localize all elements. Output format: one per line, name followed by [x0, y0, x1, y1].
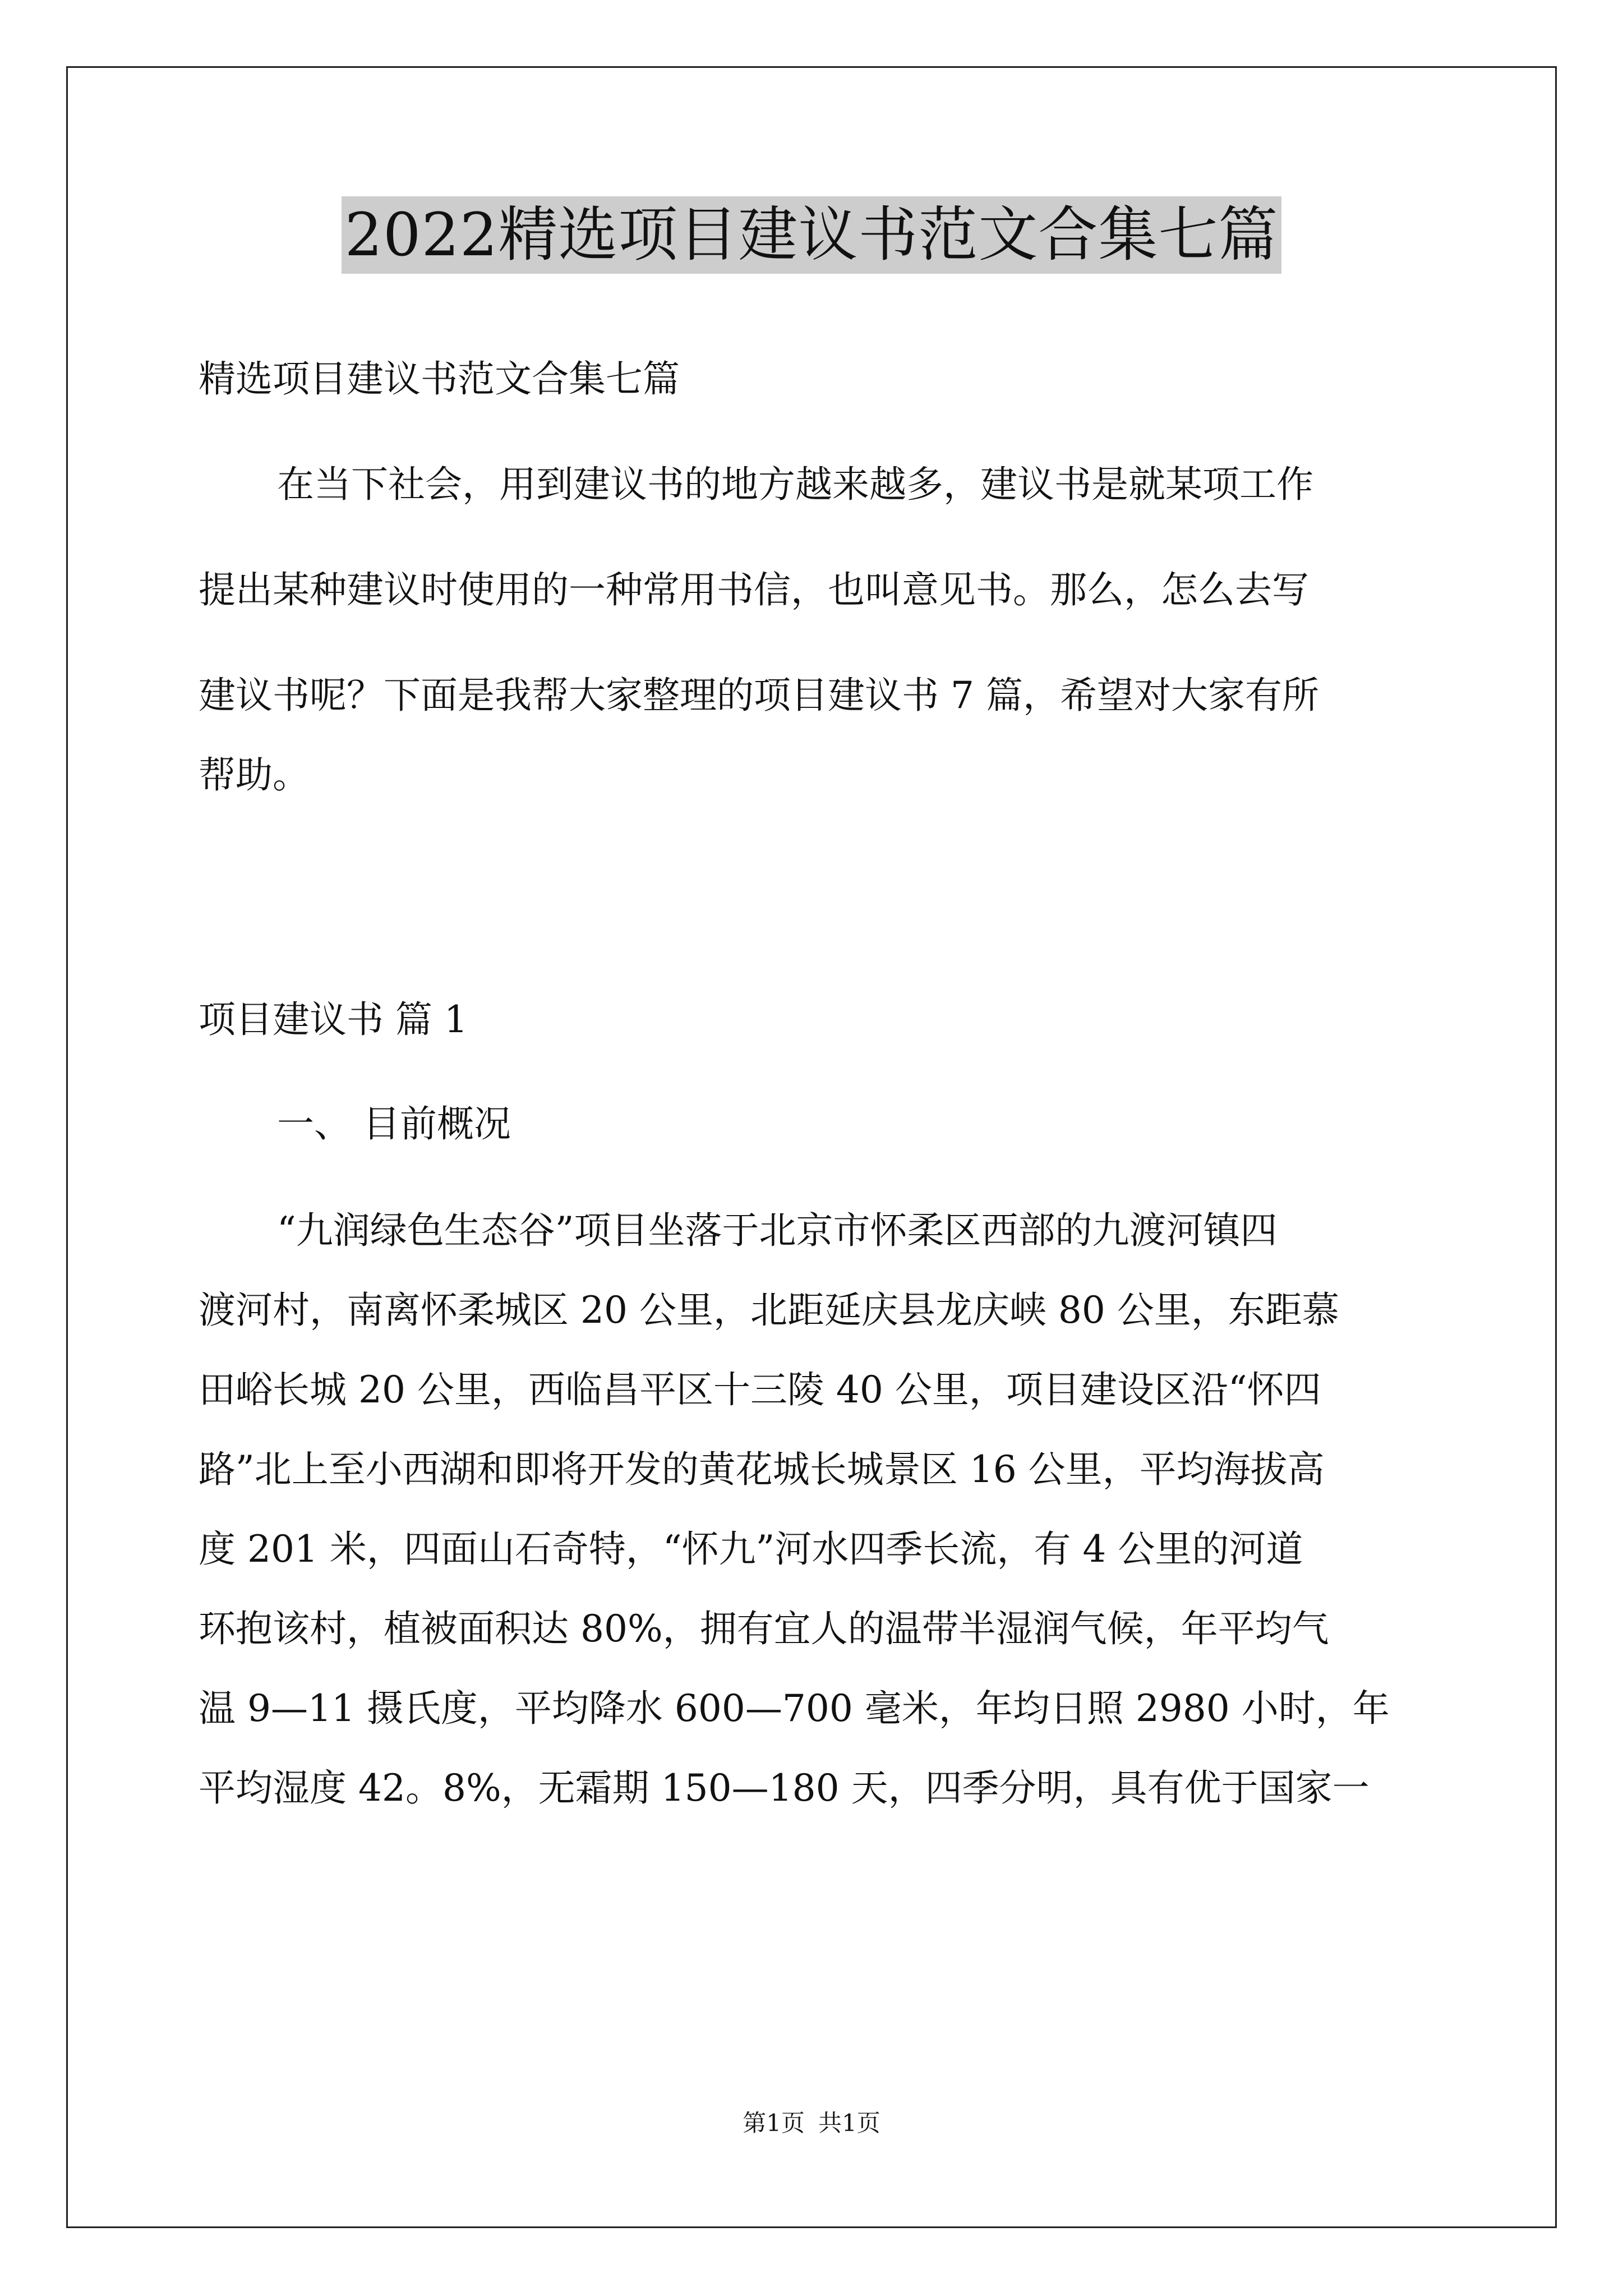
page-footer [0, 2106, 1623, 2140]
page-number-current: 第1页 [743, 2109, 805, 2137]
subsection-heading: 一、 目前概况 [277, 1102, 511, 1145]
intro-line-3: 建议书呢？下面是我帮大家整理的项目建议书 7 篇，希望对大家有所 [199, 674, 1319, 717]
body-line-3: 田峪长城 20 公里，西临昌平区十三陵 40 公里，项目建设区沿“怀四 [199, 1368, 1321, 1411]
body-line-4: 路”北上至小西湖和即将开发的黄花城长城景区 16 公里，平均海拔高 [199, 1448, 1325, 1491]
title-container [0, 196, 1623, 274]
document-title: 2022精选项目建议书范文合集七篇 [342, 196, 1282, 274]
page-number-total: 共1页 [818, 2109, 880, 2137]
intro-line-2: 提出某种建议时使用的一种常用书信，也叫意见书。那么，怎么去写 [199, 568, 1309, 611]
intro-line-4: 帮助。 [199, 753, 310, 797]
body-line-6: 环抱该村，植被面积达 80%，拥有宜人的温带半湿润气候，年平均气 [199, 1607, 1329, 1650]
document-subtitle: 精选项目建议书范文合集七篇 [199, 357, 680, 401]
section-heading: 项目建议书 篇 1 [199, 998, 468, 1041]
body-line-2: 渡河村，南离怀柔城区 20 公里，北距延庆县龙庆峡 80 公里，东距慕 [199, 1289, 1339, 1332]
body-line-1: “九润绿色生态谷”项目坐落于北京市怀柔区西部的九渡河镇四 [277, 1209, 1278, 1252]
intro-line-1: 在当下社会，用到建议书的地方越来越多，建议书是就某项工作 [277, 463, 1313, 506]
body-line-7: 温 9—11 摄氏度，平均降水 600—700 毫米，年均日照 2980 小时，年 [199, 1687, 1390, 1730]
body-line-5: 度 201 米，四面山石奇特，“怀九”河水四季长流，有 4 公里的河道 [199, 1527, 1303, 1571]
body-line-8: 平均湿度 42。8%，无霜期 150—180 天，四季分明，具有优于国家一 [199, 1766, 1370, 1810]
